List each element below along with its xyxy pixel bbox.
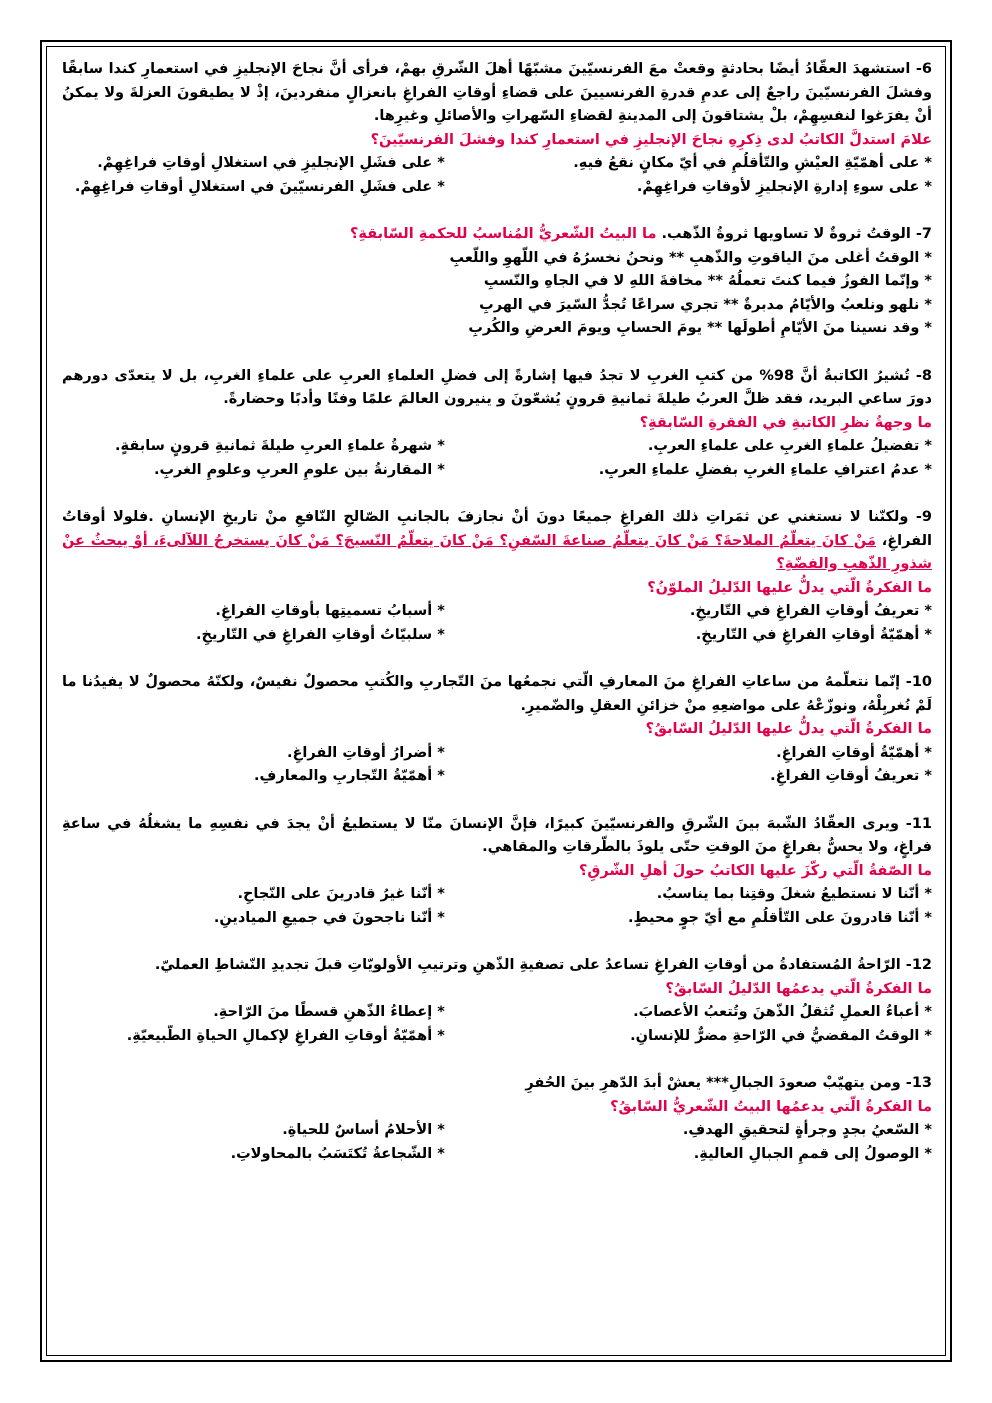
option[interactable]: * الشّجاعةُ تُكتَسَبُ بالمحاولاتِ.	[230, 1145, 445, 1162]
option[interactable]: * أنّنا ناجحونَ في جميعِ الميادينِ.	[213, 909, 445, 926]
option[interactable]: * أهمّيّةُ أوقاتِ الفراغِ.	[776, 744, 932, 761]
option[interactable]: * عدمُ اعترافِ علماءِ الغربِ بفضلِ علماءِ العربِ.	[598, 461, 932, 478]
option[interactable]: * تفضيلُ علماءِ الغربِ على علماءِ العربِ.	[647, 438, 932, 454]
option[interactable]: * إعطاءُ الذّهنِ قسطًا منَ الرّاحةِ.	[213, 1004, 445, 1020]
option[interactable]: * تعريفُ أوقاتِ الفراغِ في التّاريخِ.	[689, 603, 932, 619]
option[interactable]: * الأحلامُ أساسٌ للحياةِ.	[282, 1122, 445, 1138]
options	[62, 1001, 932, 1048]
question-prompt: ما الصّفةُ الّتي ركّزَ عليها الكاتبُ حولَ أهلِ الشّرقِ؟	[578, 862, 932, 879]
question-prompt: ما وجهةُ نظرِ الكاتبةِ في الفقرةِ السّابقةِ؟	[639, 414, 932, 431]
passage: 6- استشهدَ العقّادُ أيضًا بحادثةٍ وقعتْ معَ الفرنسيّينَ مشبّهًا أهلَ الشّرقِ بهمْ، فرأى أنَّ نجاحَ الإنجليزِ في استعمارِ كندا سابقًا وفشلَ الفرنسيّينَ راجعٌ إلى عدمِ قدرةِ الفرنسيينَ على قضاءِ أوقاتِ الفراغِ بانعزالٍ منفردينَ، إذْ لا يطيقونَ العزلةَ ولا يمكنُ أنْ يفرَغوا لنفسِهِمْ، بلْ يشتاقونَ إلى المدينةِ لقضاءِ السّهراتِ والأصائلِ وغيرِها.	[62, 61, 932, 124]
option[interactable]: * أنّنا قادرونَ على التّأقلُمِ مع أيّ جوٍ محيطٍ.	[628, 909, 932, 926]
option[interactable]: * على فشَلِ الإنجليزِ في استغلالِ أوقاتِ فراغِهِمْ.	[97, 155, 445, 171]
option[interactable]: * على أهمّيّةِ العيْشِ والتّأقلُمِ في أيّ مكانٍ نقعُ فيهِ.	[573, 155, 932, 171]
question-9	[62, 506, 932, 647]
question-prompt: ما البيتُ الشّعريُّ المُناسبُ للحكمةِ السّابقةِ؟	[349, 226, 657, 242]
colored-evidence: مَنْ كانَ يتعلّمُ الملاحةَ؟ مَنْ كانَ يتعلّمُ صناعةَ السّفنِ؟ مَنْ كانَ يتعلّمُ النّسيجَ؟ مَنْ كانَ يستخرجُ اللآلىءَ، أوْ يبحثُ عنْ شذورِ الذّهبِ والفضّةِ؟	[62, 532, 932, 572]
passage: 11- ويرى العقّادُ الشّبهَ بينَ الشّرقِ والفرنسيّينَ كبيرًا، فإنَّ الإنسانَ منّا لا يستطيعُ أنْ يجدَ في نفسِهِ ما يشغلُهُ في ساعةِ فراغٍ، ولا يحسُّ بفراغٍ منَ الوقتِ حتّى يلوذَ بالطّرقاتِ والمقاهي.	[62, 815, 932, 855]
option[interactable]: * سلبيّاتُ أوقاتِ الفراغِ في التّاريخِ.	[196, 626, 445, 643]
question-13	[62, 1072, 932, 1166]
question-6	[62, 58, 932, 199]
question-7	[62, 223, 932, 341]
options	[62, 1119, 932, 1166]
question-prompt: ما الفكرةُ الّتي يدعمُها الدّليلُ السّابقُ؟	[665, 980, 932, 997]
question-prompt: ما الفكرةُ الّتي يدلُّ عليها الدّليلُ السّابقُ؟	[645, 721, 932, 737]
option[interactable]: * على سوءِ إدارةِ الإنجليزِ لأوقاتِ فراغِهِمْ.	[636, 178, 932, 195]
verse-option[interactable]: * نلهو ونلعبُ والأيّامُ مدبرةٌ ** تجري سراعًا تُجدُّ السّيرَ في الهربِ	[479, 296, 932, 313]
option[interactable]: * أهمّيّةُ التّجاربِ والمعارفِ.	[254, 768, 445, 784]
option[interactable]: * الوقتُ المقضيُّ في الرّاحةِ مضرٌّ للإنسانِ.	[630, 1027, 932, 1044]
passage: 8- تُشيرُ الكاتبةُ أنَّ 98% من كتبِ الغربِ لا تجدُ فيها إشارةً إلى فضلِ العلماءِ العربِ على علماءِ الغربِ، بل لا يتعدّى دورهم دورَ ساعي البريد، فقد ظلَّ العربُ طيلةَ ثمانيةِ قرونٍ يُشعّونَ و ينيرون العالمَ علمًا وفنًا وأدبًا وحضارةً.	[62, 367, 932, 407]
options	[62, 152, 932, 199]
passage: 12- الرّاحةُ المُستفادةُ من أوقاتِ الفراغِ تساعدُ على تصفيةِ الذّهنِ وترتيبِ الأولويّاتِ قبلَ تجديدِ النّشاطِ العمليّ.	[154, 957, 932, 973]
passage-text: 7- الوقتُ ثروةٌ لا تساويها ثروةُ الذّهب.	[661, 226, 932, 242]
question-8	[62, 365, 932, 483]
options	[62, 742, 932, 789]
option[interactable]: * أضرارُ أوقاتِ الفراغِ.	[287, 744, 445, 761]
option[interactable]: * السّعيُ بجدٍ وجرأةٍ لتحقيقِ الهدفِ.	[682, 1122, 932, 1138]
worksheet	[62, 58, 932, 1190]
passage: 13- ومن يتهيّبْ صعودَ الجبالِ*** يعشْ أبدَ الدّهرِ بينَ الحُفرِ	[525, 1075, 932, 1091]
option[interactable]: * أسبابُ تسميتِها بأوقاتِ الفراغِ.	[215, 603, 445, 619]
passage: 10- إنّما نتعلّمهُ من ساعاتِ الفراغِ منَ المعارفِ الّتي نجمعُها منَ التّجاربِ والكُتبِ محصولٌ نفيسٌ، ولكنّهُ محصولٌ لا يفيدُنا ما لَمْ نُغربِلْهُ، ونوزّعْهُ على مواضعِهِ منْ خزائنِ العقلِ والضّميرِ.	[62, 674, 932, 714]
passage-text: 9- ولكنّنا لا نستغني عن ثمَراتِ ذلك الفراغِ جميعًا دونَ أنْ نجازفَ بالجانبِ الصّالحِ النّافعِ منْ تاريخِ الإنسانِ .فلولا أوقاتُ الفراغِ،	[62, 509, 932, 549]
passage	[62, 506, 932, 577]
options	[62, 883, 932, 930]
option[interactable]: * أنّنا غيرُ قادرينَ على النّجاحِ.	[237, 886, 445, 902]
question-12	[62, 954, 932, 1048]
option[interactable]: * المقارنةُ بين علومِ العربِ وعلومِ الغربِ.	[153, 461, 445, 478]
question-prompt: ما الفكرةُ الّتي يدلُّ عليها الدّليلُ الملوّنُ؟	[647, 579, 932, 596]
verse-option[interactable]: * وإنّما الفوزُ فيما كنتَ تعملُهُ ** مخافةَ اللهِ لا في الجاهِ والنّسبِ	[483, 273, 932, 289]
option[interactable]: * الوصولُ إلى قممِ الجبالِ العاليةِ.	[693, 1145, 932, 1162]
option[interactable]: * أنّنا لا نستطيعُ شغلَ وقتِنا بما يناسبُ.	[656, 886, 932, 902]
options	[62, 600, 932, 647]
question-prompt: ما الفكرةُ الّتي يدعمُها البيتُ الشّعريُّ السّابقُ؟	[610, 1098, 932, 1115]
question-10	[62, 671, 932, 789]
option[interactable]: * شهرةُ علماءِ العربِ طيلةَ ثمانيةِ قرونٍ سابقةٍ.	[115, 438, 445, 454]
verse-option[interactable]: * الوقتُ أغلى منَ الياقوتِ والذّهبِ ** ونحنُ نخسرُهُ في اللّهوِ واللّعبِ	[449, 249, 932, 266]
option[interactable]: * على فشَلِ الفرنسيّينَ في استغلالِ أوقاتِ فراغِهِمْ.	[74, 178, 445, 195]
question-11	[62, 813, 932, 931]
options	[62, 435, 932, 482]
option[interactable]: * أهمّيّةُ أوقاتِ الفراغِ لإكمالِ الحياةِ الطّبيعيّةِ.	[126, 1027, 445, 1044]
option[interactable]: * تعريفُ أوقاتِ الفراغِ.	[770, 768, 932, 784]
passage	[62, 223, 932, 247]
option[interactable]: * أعباءُ العملِ تُثقلُ الذّهنَ وتُتعبُ الأعصابَ.	[633, 1004, 932, 1020]
verse-option[interactable]: * وقد نسينا منَ الأيّامِ أطولَها ** يومَ الحسابِ ويومَ العرضِ والكُربِ	[468, 320, 932, 336]
question-prompt: علامَ استدلَّ الكاتبُ لدى ذِكرِهِ نجاحَ الإنجليزِ في استعمارِ كندا وفشلَ الفرنسيّينَ؟	[370, 131, 932, 148]
option[interactable]: * أهمّيّةُ أوقاتِ الفراغِ في التّاريخِ.	[695, 626, 932, 643]
